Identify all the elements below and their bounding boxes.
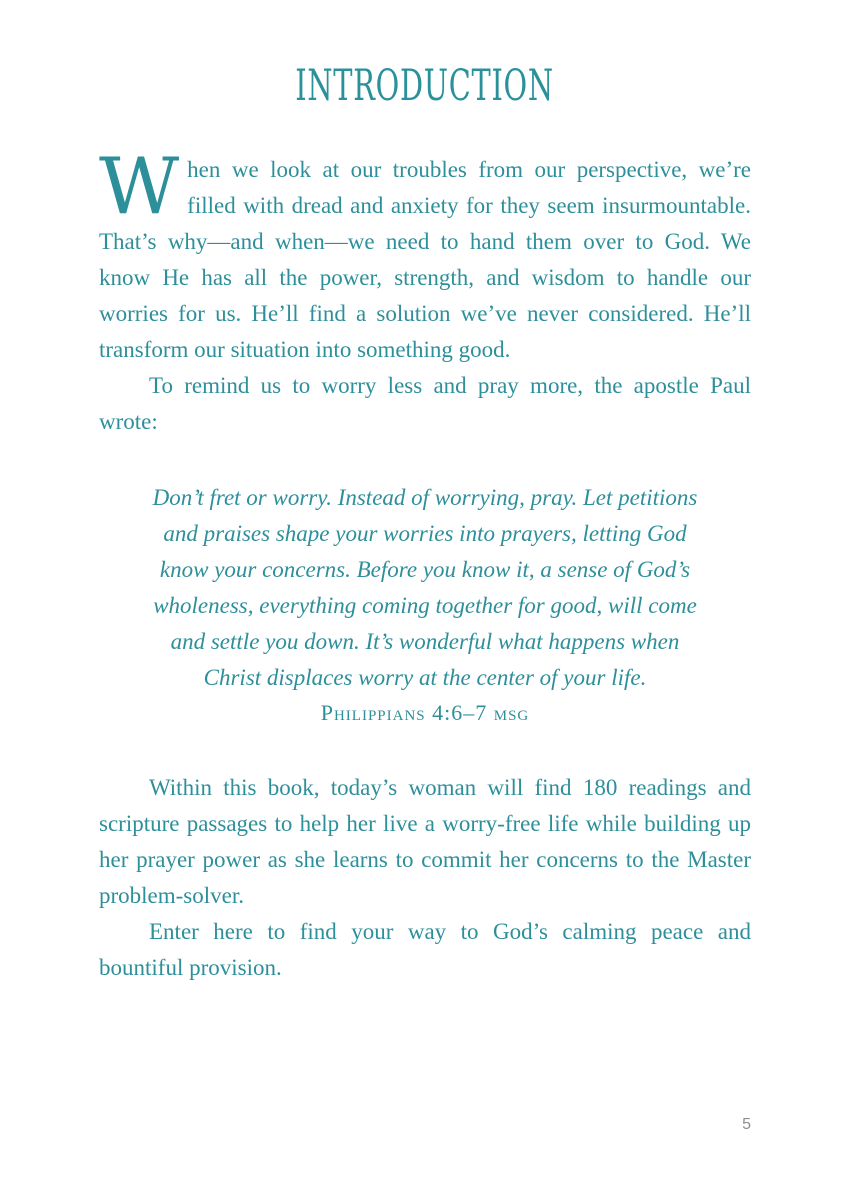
paragraph-intro	[99, 142, 751, 368]
drop-cap: W	[99, 142, 180, 232]
paragraph-book-overview: Within this book, today’s woman will find 180 readings and scripture passages to help her live a worry-free life while building up her prayer power as she learns to commit her concerns to the Master problem-solver.	[99, 775, 751, 908]
quote-line: Don’t fret or worry. Instead of worrying, pray. Let petitions	[152, 485, 698, 510]
quote-line: and settle you down. It’s wonderful what happens when	[170, 629, 680, 654]
quote-line: know your concerns. Before you know it, a sense of God’s	[159, 557, 691, 582]
paragraph-intro-text: hen we look at our troubles from our perspective, we’re filled with dread and anxiety for they seem insurmountable. That’s why—and when—we need to hand them over to God. We know He has all the power, strength, and wisdom to handle our worries for us. He’ll find a solution we’ve never considered. He’ll transform our situation into something good.	[99, 157, 751, 362]
page-title	[99, 61, 751, 111]
page-title-text: INTRODUCTION	[295, 61, 555, 111]
page-number: 5	[742, 1116, 751, 1133]
scripture-quote	[99, 480, 751, 730]
paragraph-invitation: Enter here to find your way to God’s calming peace and bountiful provision.	[99, 919, 751, 980]
scripture-reference: Philippians 4:6–7 msg	[320, 700, 530, 725]
paragraph-lead-in: To remind us to worry less and pray more, the apostle Paul wrote:	[99, 373, 751, 434]
quote-line: Christ displaces worry at the center of your life.	[203, 665, 647, 690]
quote-line: and praises shape your worries into prayers, letting God	[163, 521, 687, 546]
text-block	[99, 0, 751, 986]
quote-line: wholeness, everything coming together for good, will come	[153, 593, 697, 618]
